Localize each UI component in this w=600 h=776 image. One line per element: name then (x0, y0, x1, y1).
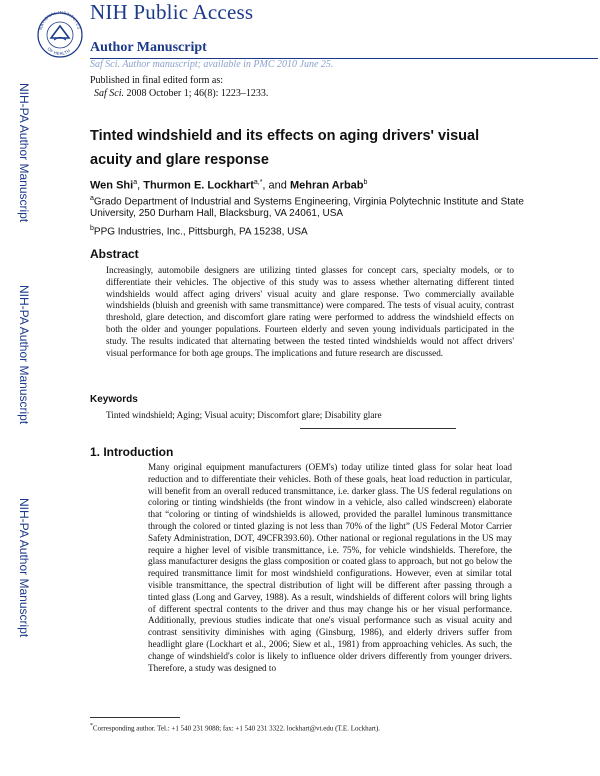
abstract-text: Increasingly, automobile designers are utilizing tinted glasses for concept cars, specialty models, or to differentiate their vehicles. The objective of this study was to assess whether alternating different tinted windshields would affect aging drivers' visual acuity and glare response. Two commercially available windshields (bluish and greenish with same transmittance) were compared. The tests of visual acuity, contrast threshold, glare detection, and discomfort glare rating were performed to address the windshield effects on both the older and younger populations. Fourteen elderly and seven young individuals participated in the study. The results indicated that alternating between the tested tinted windshields would not affect drivers' visual performance for both age groups. The implications and future research are discussed. (106, 265, 514, 358)
header-title: NIH Public Access (90, 0, 254, 24)
publication-info (90, 74, 268, 100)
affiliation (90, 223, 560, 238)
author-name: Mehran Arbab (289, 179, 364, 192)
author-sup: a (133, 179, 138, 186)
publication-details: 2008 October 1; 46(8): 1223–1233. (126, 88, 269, 99)
keywords-text: Tinted windshield; Aging; Visual acuity; Discomfort glare; Disability glare (106, 410, 382, 420)
side-label: NIH-PA Author Manuscript (17, 498, 31, 638)
publication-reference (90, 87, 268, 100)
side-label: NIH-PA Author Manuscript (17, 285, 31, 425)
nih-logo (36, 4, 84, 66)
side-label: NIH-PA Author Manuscript (17, 83, 31, 223)
publication-line: Published in final edited form as: (90, 75, 224, 86)
footnote-divider (90, 717, 180, 718)
affiliation-sup: b (90, 225, 94, 232)
author-name: Wen Shi (90, 179, 134, 192)
article-title: Tinted windshield and its effects on aging drivers' visual acuity and glare response (90, 128, 480, 168)
affiliation-text: PPG Industries, Inc., Pittsburgh, PA 15238, USA (93, 226, 308, 238)
author-separator: , and (262, 179, 290, 192)
footnote-text: Corresponding author. Tel.: +1 540 231 9088; fax: +1 540 231 3322. lockhart@vt.edu (T.E. Lockhart). (92, 724, 381, 733)
section-divider (300, 428, 456, 429)
header-subtitle: Author Manuscript (90, 40, 207, 55)
author-sup: a,* (253, 179, 263, 186)
affiliation-text: Grado Department of Industrial and Systems Engineering, Virginia Polytechnic Institute and State University, 250 Durham Hall, Blacksburg, VA 24061, USA (90, 196, 524, 220)
introduction-text: Many original equipment manufacturers (OEM's) today utilize tinted glass for solar heat load reduction and to differentiate their vehicles. Both of these goals, heat load reduction in particular, will benefit from an overall reduced transmittance, i.e. darker glass. The US federal regulations on coloring or tinting windshields (the front window in a vehicle, also called windscreen) elaborate that “coloring or tinting of windshields is allowed, provided the parallel luminous transmittance through the colored or tinted glazing is not less than 70% of the light” (US Federal Motor Carrier Safety Administration, DOT, 49CFR393.60). Other national or regional regulations in the US may require a higher level of visible transmittance, i.e. 75%, for vehicle windshields. Therefore, the glass manufacturer designs the glass composition or coated glass to approach, but not go below the required transmittance limit for most windshield configurations. However, even at similar total visible transmittance, the spectral distribution of light will be different after passing through a tinted glass (Long and Garvey, 1988). As a result, windshields of different colors will bring lights of different spectral contents to the driver and thus may change his or her visual performance. Additionally, previous studies indicate that one's visual performance such as visual acuity and contrast sensitivity diminishes with aging (Ginsburg, 1986), and elderly drivers suffer from headlight glare (Lockhart et al., 2006; Siew et al., 1981) from approaching vehicles. As such, the change of windshield's color is likely to influence older drivers differently from younger drivers. Therefore, a study was designed to (148, 462, 512, 673)
header-citation: Saf Sci. Author manuscript; available in PMC 2010 June 25. (90, 59, 334, 70)
affiliation-sup: a (90, 195, 94, 202)
svg-text:NATIONAL INSTITUTES: NATIONAL INSTITUTES (38, 9, 82, 31)
author-list (90, 179, 367, 192)
author-sup: b (363, 179, 368, 186)
publication-journal: Saf Sci. (94, 88, 124, 99)
affiliation (90, 193, 560, 220)
introduction-heading: 1. Introduction (90, 445, 174, 459)
footnote-marker: * (90, 723, 93, 729)
author-separator: , (137, 179, 144, 192)
abstract-heading: Abstract (90, 247, 139, 261)
svg-text:OF HEALTH: OF HEALTH (46, 46, 72, 57)
author-name: Thurmon E. Lockhart (143, 179, 254, 192)
keywords-heading: Keywords (90, 394, 138, 405)
footnote (90, 723, 380, 732)
